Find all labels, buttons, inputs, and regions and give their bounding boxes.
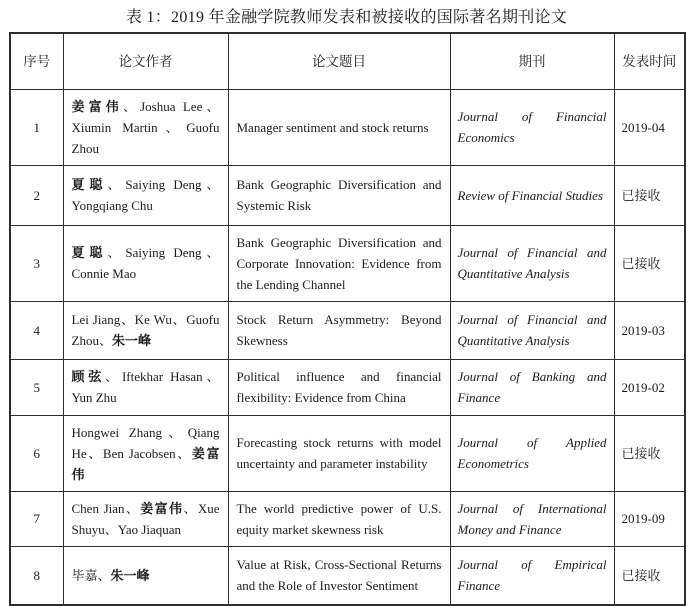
header-col-journal: 期刊 bbox=[450, 33, 614, 89]
author-segment: 姜富伟 bbox=[71, 445, 220, 482]
cell-number: 6 bbox=[10, 415, 63, 491]
cell-paper-title: The world predictive power of U.S. equity market skewness risk bbox=[228, 491, 450, 546]
cell-publish-time: 2019-02 bbox=[614, 359, 685, 415]
cell-journal: Journal of Empirical Finance bbox=[450, 546, 614, 605]
author-segment: 朱一峰 bbox=[111, 333, 151, 348]
cell-publish-time: 2019-03 bbox=[614, 301, 685, 359]
table-row bbox=[10, 491, 685, 546]
table-row bbox=[10, 225, 685, 301]
cell-paper-title: Value at Risk, Cross-Sectional Returns and the Role of Investor Sentiment bbox=[228, 546, 450, 605]
cell-publish-time: 已接收 bbox=[614, 415, 685, 491]
cell-authors bbox=[63, 359, 228, 415]
cell-publish-time: 2019-04 bbox=[614, 89, 685, 165]
cell-paper-title: Stock Return Asymmetry: Beyond Skewness bbox=[228, 301, 450, 359]
author-segment: 夏聪 bbox=[71, 245, 108, 260]
author-segment: Hongwei Zhang、Qiang He、Ben Jacobsen、 bbox=[71, 424, 220, 461]
cell-paper-title: Bank Geographic Diversification and Corporate Innovation: Evidence from the Lending Channel bbox=[228, 225, 450, 301]
author-segment: 夏聪 bbox=[71, 177, 108, 192]
cell-publish-time: 2019-09 bbox=[614, 491, 685, 546]
author-segment: Lei Jiang、Ke Wu、Guofu Zhou、 bbox=[71, 312, 220, 348]
cell-authors bbox=[63, 491, 228, 546]
cell-paper-title: Manager sentiment and stock returns bbox=[228, 89, 450, 165]
cell-authors bbox=[63, 89, 228, 165]
author-segment: 毕嘉、 bbox=[71, 567, 111, 583]
table-row bbox=[10, 165, 685, 225]
author-segment: 姜富伟 bbox=[140, 500, 184, 516]
author-segment: 、Saiying Deng、Connie Mao bbox=[71, 245, 220, 281]
cell-number: 3 bbox=[10, 225, 63, 301]
table-row bbox=[10, 415, 685, 491]
author-segment: 、Iftekhar Hasan、Yun Zhu bbox=[71, 369, 220, 405]
author-segment: 顾弦 bbox=[71, 369, 106, 384]
cell-authors bbox=[63, 546, 228, 605]
table-row bbox=[10, 359, 685, 415]
papers-table bbox=[9, 32, 686, 606]
cell-number: 4 bbox=[10, 301, 63, 359]
cell-journal: Review of Financial Studies bbox=[450, 165, 614, 225]
header-col-publish-time: 发表时间 bbox=[614, 33, 685, 89]
author-segment: 、Saiying Deng、Yongqiang Chu bbox=[71, 177, 220, 213]
cell-paper-title: Political influence and financial flexibility: Evidence from China bbox=[228, 359, 450, 415]
table-body bbox=[10, 89, 685, 605]
cell-authors bbox=[63, 301, 228, 359]
cell-number: 5 bbox=[10, 359, 63, 415]
table-caption: 表 1：2019 年金融学院教师发表和被接收的国际著名期刊论文 bbox=[125, 9, 568, 26]
author-segment: 姜富伟 bbox=[71, 98, 123, 114]
author-segment: 朱一峰 bbox=[110, 567, 150, 583]
author-segment: 、Joshua Lee、Xiumin Martin、Guofu Zhou bbox=[71, 98, 220, 156]
cell-paper-title: Bank Geographic Diversification and Systemic Risk bbox=[228, 165, 450, 225]
cell-publish-time: 已接收 bbox=[614, 165, 685, 225]
cell-paper-title: Forecasting stock returns with model uncertainty and parameter instability bbox=[228, 415, 450, 491]
author-segment: Chen Jian、 bbox=[71, 500, 141, 516]
cell-journal: Journal of Banking and Finance bbox=[450, 359, 614, 415]
cell-journal: Journal of Financial and Quantitative Analysis bbox=[450, 301, 614, 359]
cell-authors bbox=[63, 165, 228, 225]
table-header-row bbox=[10, 33, 685, 89]
cell-journal: Journal of Financial and Quantitative Analysis bbox=[450, 225, 614, 301]
cell-number: 2 bbox=[10, 165, 63, 225]
cell-number: 7 bbox=[10, 491, 63, 546]
header-col-title: 论文题目 bbox=[228, 33, 450, 89]
cell-authors bbox=[63, 225, 228, 301]
cell-number: 1 bbox=[10, 89, 63, 165]
cell-journal: Journal of Financial Economics bbox=[450, 89, 614, 165]
cell-authors bbox=[63, 415, 228, 491]
table-header bbox=[10, 33, 685, 89]
cell-journal: Journal of International Money and Finance bbox=[450, 491, 614, 546]
cell-publish-time: 已接收 bbox=[614, 225, 685, 301]
cell-publish-time: 已接收 bbox=[614, 546, 685, 605]
author-segment: 、Xue Shuyu、Yao Jiaquan bbox=[71, 500, 220, 537]
table-row bbox=[10, 89, 685, 165]
table-row bbox=[10, 301, 685, 359]
cell-number: 8 bbox=[10, 546, 63, 605]
header-col-number: 序号 bbox=[10, 33, 63, 89]
cell-journal: Journal of Applied Econometrics bbox=[450, 415, 614, 491]
header-col-authors: 论文作者 bbox=[63, 33, 228, 89]
table-row bbox=[10, 546, 685, 605]
